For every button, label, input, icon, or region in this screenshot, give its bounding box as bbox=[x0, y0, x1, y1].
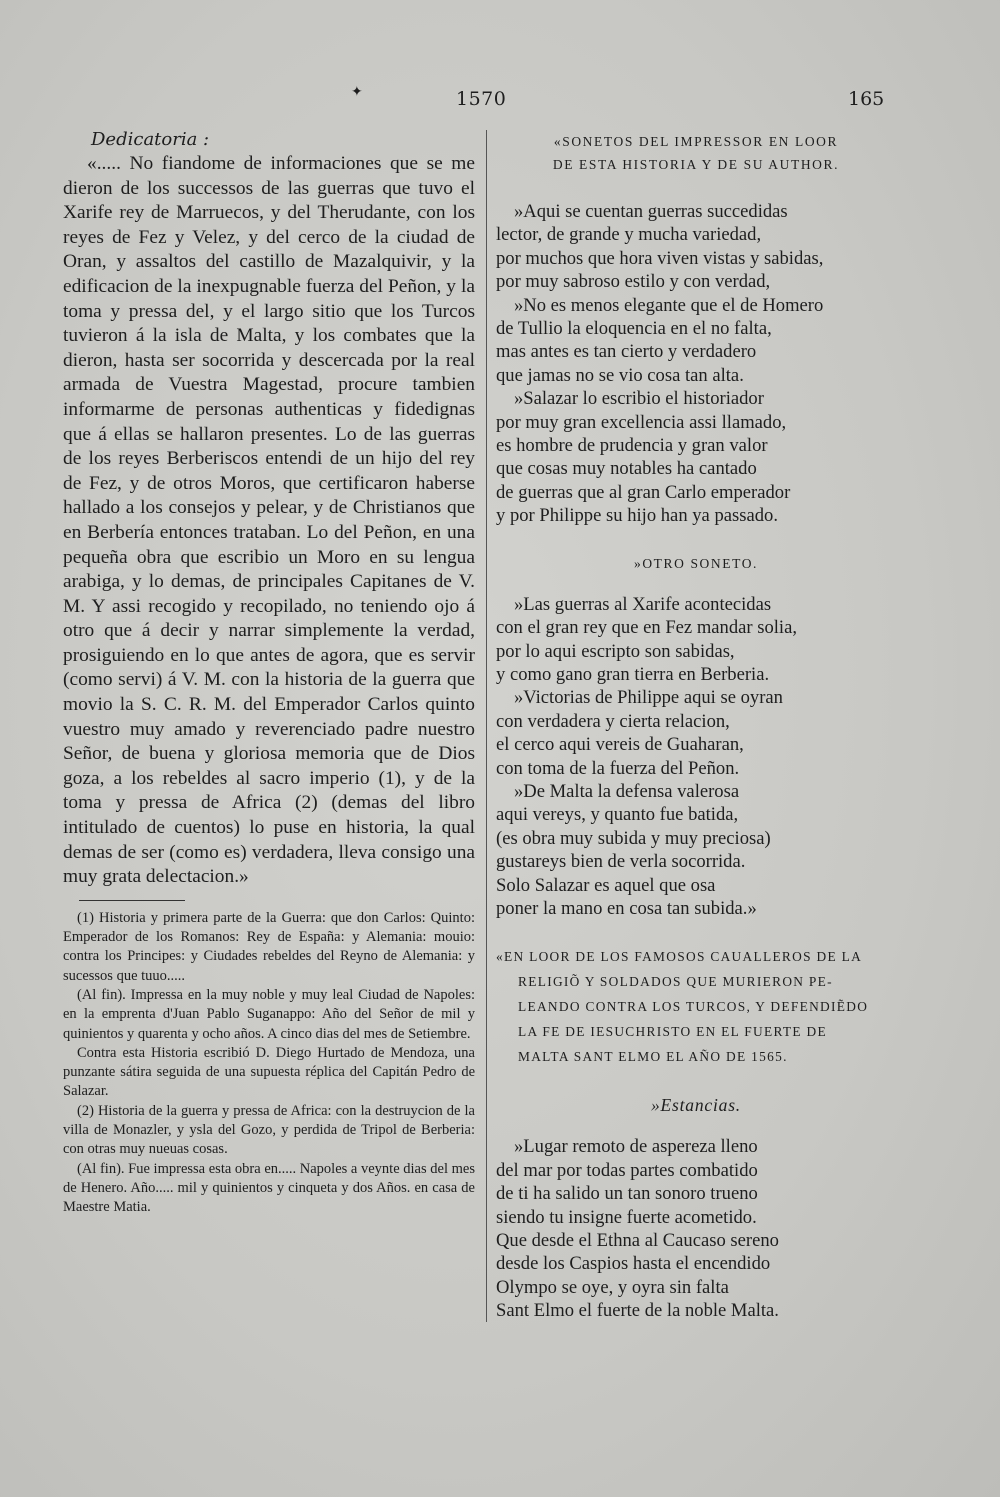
page-header bbox=[0, 84, 1000, 118]
sonnets-title-line: DE ESTA HISTORIA Y DE SU AUTHOR. bbox=[552, 157, 840, 172]
footnote: (1) Historia y primera parte de la Guerra: que don Carlos: Quinto: Emperador de los Romanos: Rey de España: y Alemania: mouio: contra los Principes: y Ciudades rebeldes del Reyno de Alemania: y sucessos que tuuo..... bbox=[63, 909, 475, 984]
verse-line: Que desde el Ethna al Caucaso sereno bbox=[496, 1230, 779, 1251]
verse-line: siendo tu insigne fuerte acometido. bbox=[496, 1206, 757, 1228]
verse-line: »De Malta la defensa valerosa bbox=[514, 780, 740, 802]
sonnets-title bbox=[496, 130, 896, 176]
verse-line: que jamas no se vio cosa tan alta. bbox=[496, 364, 744, 386]
verse-line: lector, de grande y mucha variedad, bbox=[496, 224, 762, 246]
verse-line: con verdadera y cierta relacion, bbox=[496, 710, 730, 732]
dedication-heading: Dedicatoria : bbox=[91, 129, 210, 150]
footnote: (2) Historia de la guerra y pressa de Africa: con la destruycion de la villa de Monazler, y ysla del Gozo, y perdida de Tripol de Berberia: con otras muy nueuas cosas. bbox=[63, 1102, 475, 1158]
loor-title-line: MALTA SANT ELMO EL AÑO DE 1565. bbox=[518, 1049, 788, 1065]
verse-line: gustareys bien de verla socorrida. bbox=[496, 851, 746, 873]
verse-line: que cosas muy notables ha cantado bbox=[496, 458, 757, 480]
footnote-rule bbox=[79, 900, 185, 901]
left-column bbox=[63, 128, 475, 1218]
verse-line: »Victorias de Philippe aqui se oyran bbox=[514, 687, 783, 709]
verse-line: »Salazar lo escribio el historiador bbox=[514, 388, 764, 410]
loor-title-line: RELIGIÕ Y SOLDADOS QUE MURIERON PE- bbox=[518, 974, 833, 990]
verse-line: por muy sabroso estilo y con verdad, bbox=[496, 271, 771, 293]
verse-line: desde los Caspios hasta el encendido bbox=[496, 1253, 771, 1275]
estancias-verses bbox=[496, 1135, 896, 1322]
verse-line: con toma de la fuerza del Peñon. bbox=[496, 757, 740, 779]
loor-title bbox=[496, 944, 896, 1069]
verse-line: »No es menos elegante que el de Homero bbox=[514, 294, 824, 316]
page-number: 165 bbox=[848, 88, 885, 110]
sonnet-2-title: »OTRO SONETO. bbox=[633, 555, 759, 571]
verse-line: de Tullio la eloquencia en el no falta, bbox=[496, 318, 772, 340]
verse-line: de ti ha salido un tan sonoro trueno bbox=[496, 1183, 758, 1205]
footnote: (Al fin). Fue impressa esta obra en..... Napoles a veynte dias del mes de Henero. Año..... mil y quinientos y cinqueta y dos Años. en casa de Maestre Matia. bbox=[63, 1160, 475, 1216]
verse-line: (es obra muy subida y muy preciosa) bbox=[496, 827, 771, 849]
sonnets-title-line: «SONETOS DEL IMPRESSOR EN LOOR bbox=[553, 134, 839, 149]
column-divider bbox=[486, 130, 487, 1322]
verse-line: por lo aqui escripto son sabidas, bbox=[496, 640, 735, 662]
verse-line: por muy gran excellencia assi llamado, bbox=[496, 411, 787, 433]
verse-line: y por Philippe su hijo han ya passado. bbox=[496, 505, 778, 527]
verse-line: aqui vereys, y quanto fue batida, bbox=[496, 804, 739, 826]
verse-line: »Aqui se cuentan guerras succedidas bbox=[514, 201, 788, 222]
verse-line: del mar por todas partes combatido bbox=[496, 1159, 758, 1181]
running-head-year: 1570 bbox=[456, 88, 507, 110]
verse-line: el cerco aqui vereis de Guaharan, bbox=[496, 734, 744, 756]
verse-line: Olympo se oye, y oyra sin falta bbox=[496, 1276, 729, 1298]
verse-line: »Lugar remoto de aspereza lleno bbox=[514, 1136, 758, 1158]
footnote: (Al fin). Impressa en la muy noble y muy leal Ciudad de Napoles: en la emprenta d'Juan Pablo Suganappo: Año del Señor de mil y quinientos y quarenta y ocho años. A cinco dias del mes de Setiembre. bbox=[63, 987, 475, 1042]
estancias-title: »Estancias. bbox=[651, 1095, 741, 1116]
footnote: Contra esta Historia escribió D. Diego Hurtado de Mendoza, una punzante sátira seguida de una supuesta réplica del Capitán Pedro de Salazar. bbox=[63, 1044, 475, 1100]
verse-line: poner la mano en cosa tan subida.» bbox=[496, 897, 757, 919]
verse-line: por muchos que hora viven vistas y sabidas, bbox=[496, 247, 824, 269]
loor-title-line: LA FE DE IESUCHRISTO EN EL FUERTE DE bbox=[518, 1024, 827, 1040]
verse-line: mas antes es tan cierto y verdadero bbox=[496, 341, 757, 363]
verse-line: de guerras que al gran Carlo emperador bbox=[496, 481, 791, 503]
verse-line: Sant Elmo el fuerte de la noble Malta. bbox=[496, 1300, 779, 1322]
footnotes bbox=[63, 909, 475, 1218]
sonnet-1 bbox=[496, 200, 896, 528]
right-column bbox=[496, 130, 896, 1323]
sonnet-2 bbox=[496, 593, 896, 921]
verse-line: Solo Salazar es aquel que osa bbox=[496, 874, 716, 896]
loor-title-line: LEANDO CONTRA LOS TURCOS, Y DEFENDIẼDO bbox=[518, 999, 869, 1015]
verse-line: y como gano gran tierra en Berberia. bbox=[496, 663, 770, 685]
dedication-text: «..... No fiandome de informaciones que se me dieron de los successos de las guerras que tuvo el Xarife rey de Marruecos, y del Therudante, con los reyes de Fez y Velez, y del cerco de la ciudad de Oran, y assaltos del castillo de Mazalquivir, y la edificacion de la inexpugnable fuerza del Peñon, y la toma y pressa del, y el largo sitio que los Turcos tuvieron á la isla de Malta, y los combates que la dieron, hasta ser socorrida y descercada por la real armada de Vuestra Magestad, procure tambien informarme de personas authenticas y fidedignas que á ellas se hallaron presentes. Lo de las guerras de los reyes Berberiscos entendi de un hijo del rey de Fez, y de otros Moros, que certificaron haberse hallado a los consejos y pelear, y de Christianos que en Berbería entonces trataban. Lo del Peñon, en una pequeña obra que escribio un Moro en su lengua arabiga, y lo demas, de principales Capitanes de V. M. Y assi recogido y recopilado, no teniendo ojo á otro que á decir y narrar simplemente la verdad, prosiguiendo en lo que antes de agora, que es servir (como servi) á V. M. con la historia de la guerra que movio la S. C. R. M. del Emperador Carlos quinto vuestro muy amado y reverenciado padre nuestro Señor, de buena y gloriosa memoria que de Dios goza, a los rebeldes al sacro imperio (1), y de la toma y pressa de Africa (2) (demas del libro intitulado de cuentos) lo puse en historia, la qual demas de ser (como es) verdadera, lleva consigo una muy grata delectacion.» bbox=[63, 153, 475, 888]
verse-line: es hombre de prudencia y gran valor bbox=[496, 435, 768, 457]
verse-line: con el gran rey que en Fez mandar solia, bbox=[496, 617, 797, 639]
loor-title-line: «EN LOOR DE LOS FAMOSOS CAUALLEROS DE LA bbox=[496, 949, 863, 965]
ornament-mark: ✦ bbox=[351, 84, 363, 100]
verse-line: »Las guerras al Xarife acontecidas bbox=[514, 593, 772, 615]
